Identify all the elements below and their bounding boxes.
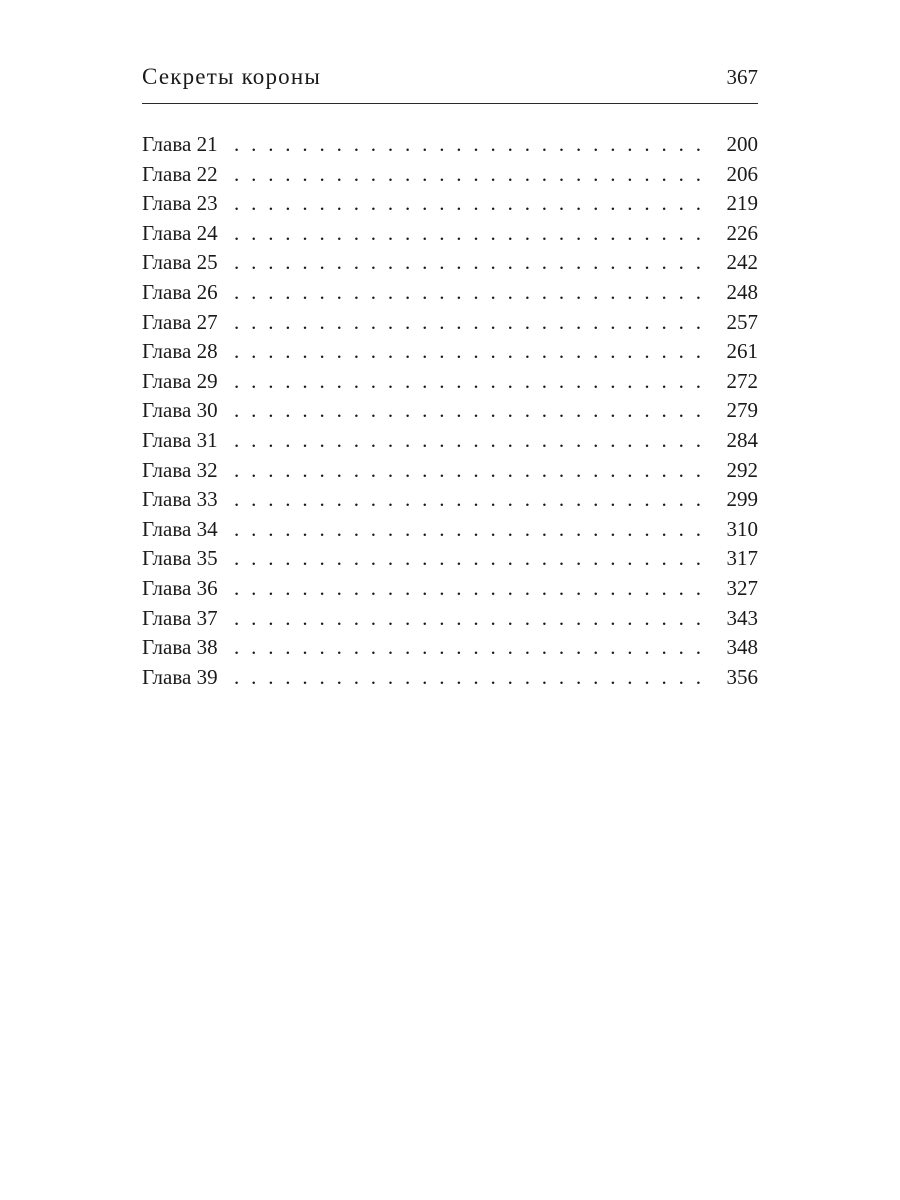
chapter-page-number: 327 [726,575,758,600]
dot-leader [234,633,708,663]
chapter-label: Глава 28 [142,339,218,364]
chapter-page-number: 284 [726,427,758,452]
chapter-label: Глава 35 [142,546,218,571]
dot-leader [234,337,708,367]
toc-entry [142,337,758,367]
chapter-label: Глава 24 [142,220,218,245]
chapter-label: Глава 39 [142,664,218,689]
toc-entry [142,160,758,190]
toc-entry [142,426,758,456]
dot-leader [234,367,708,397]
dot-leader [234,189,708,219]
toc-entry [142,574,758,604]
dot-leader [234,544,708,574]
chapter-page-number: 317 [726,546,758,571]
dot-leader [234,604,708,634]
toc-entry [142,485,758,515]
toc-entry [142,633,758,663]
chapter-label: Глава 25 [142,250,218,275]
toc-entry [142,130,758,160]
chapter-page-number: 261 [726,339,758,364]
running-header [142,64,758,104]
chapter-label: Глава 34 [142,516,218,541]
chapter-label: Глава 32 [142,457,218,482]
chapter-page-number: 279 [726,398,758,423]
dot-leader [234,130,708,160]
chapter-page-number: 200 [726,132,758,156]
chapter-label: Глава 21 [142,132,218,156]
chapter-page-number: 348 [726,635,758,660]
dot-leader [234,160,708,190]
toc-entry [142,248,758,278]
toc-entry [142,663,758,693]
dot-leader [234,456,708,486]
chapter-page-number: 299 [726,487,758,512]
dot-leader [234,248,708,278]
table-of-contents [142,130,758,692]
dot-leader [234,278,708,308]
page-number: 367 [726,65,758,89]
chapter-label: Глава 31 [142,427,218,452]
chapter-label: Глава 30 [142,398,218,423]
toc-entry [142,367,758,397]
dot-leader [234,219,708,249]
chapter-label: Глава 26 [142,279,218,304]
chapter-page-number: 356 [726,664,758,689]
chapter-label: Глава 38 [142,635,218,660]
toc-entry [142,456,758,486]
dot-leader [234,515,708,545]
dot-leader [234,308,708,338]
dot-leader [234,663,708,693]
chapter-label: Глава 33 [142,487,218,512]
dot-leader [234,426,708,456]
toc-entry [142,219,758,249]
chapter-label: Глава 36 [142,575,218,600]
chapter-label: Глава 22 [142,161,218,186]
chapter-page-number: 343 [726,605,758,630]
chapter-page-number: 219 [726,191,758,216]
book-page [142,64,758,692]
chapter-page-number: 248 [726,279,758,304]
chapter-label: Глава 27 [142,309,218,334]
toc-entry [142,544,758,574]
chapter-page-number: 242 [726,250,758,275]
toc-entry [142,278,758,308]
chapter-page-number: 310 [726,516,758,541]
chapter-page-number: 206 [726,161,758,186]
toc-entry [142,308,758,338]
chapter-page-number: 226 [726,220,758,245]
chapter-page-number: 292 [726,457,758,482]
chapter-page-number: 272 [726,368,758,393]
toc-entry [142,604,758,634]
chapter-page-number: 257 [726,309,758,334]
dot-leader [234,485,708,515]
chapter-label: Глава 37 [142,605,218,630]
dot-leader [234,396,708,426]
book-title: Секреты короны [142,64,322,89]
toc-entry [142,515,758,545]
chapter-label: Глава 23 [142,191,218,216]
toc-entry [142,189,758,219]
chapter-label: Глава 29 [142,368,218,393]
dot-leader [234,574,708,604]
toc-entry [142,396,758,426]
